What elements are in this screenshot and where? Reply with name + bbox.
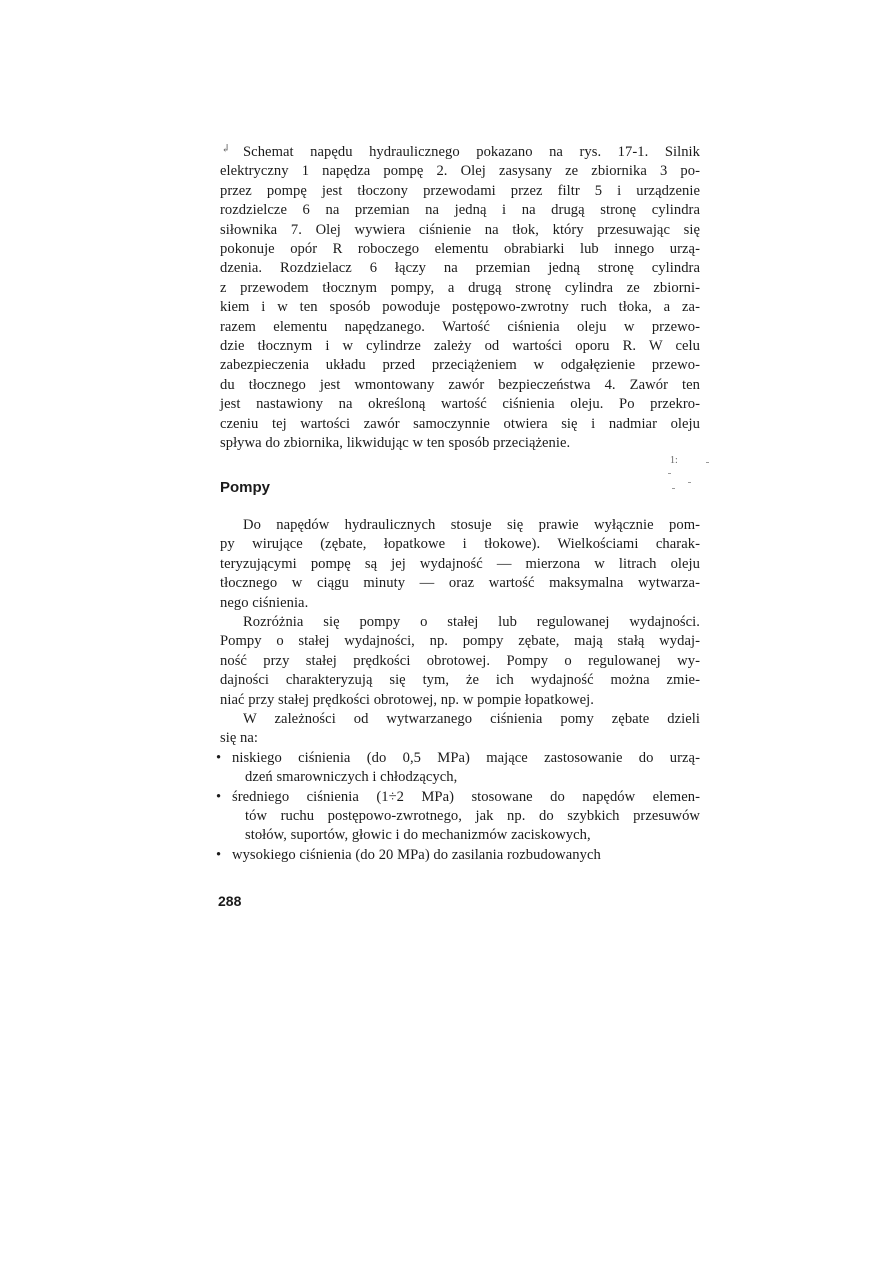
intro-line: czeniu tej wartości zawór samoczynnie otwiera się i nadmiar oleju xyxy=(220,415,700,432)
intro-line: dzie tłocznym i w cylindrze zależy od wartości oporu R. W celu xyxy=(220,338,700,354)
bullet-icon: • xyxy=(216,749,222,766)
p1-line: nego ciśnienia. xyxy=(220,594,309,611)
p2-line: niać przy stałej prędkości obrotowej, np. w pompie łopatkowej. xyxy=(220,691,594,708)
paragraph-marker: ↲ xyxy=(221,143,231,155)
bullet-icon: • xyxy=(216,788,222,805)
margin-mark: 1: xyxy=(670,455,678,466)
intro-line: dzenia. Rozdzielacz 6 łączy na przemian jedną stronę cylindra xyxy=(220,260,700,277)
intro-line: siłownika 7. Olej wywiera ciśnienie na tłok, który przesuwając się xyxy=(220,221,700,238)
p1-line: py wirujące (zębate, łopatkowe i tłokowe). Wielkościami charak- xyxy=(220,536,700,553)
bullet-line: wysokiego ciśnienia (do 20 MPa) do zasilania rozbudowanych xyxy=(232,846,601,863)
p1-line: Do napędów hydraulicznych stosuje się prawie wyłącznie pom- xyxy=(243,517,700,533)
intro-line: przez pompę jest tłoczony przewodami przez filtr 5 i urządzenie xyxy=(220,182,700,199)
intro-line: z przewodem tłocznym pompy, a drugą stronę cylindra ze zbiorni- xyxy=(220,279,700,296)
p1-line: teryzującymi pompę są jej wydajność — mierzona w litrach oleju xyxy=(220,555,700,572)
p2-line: ność przy stałej prędkości obrotowej. Pompy o regulowanej wy- xyxy=(220,652,700,669)
bullet-line: dzeń smarowniczych i chłodzących, xyxy=(245,769,458,786)
bullet-line: niskiego ciśnienia (do 0,5 MPa) mające zastosowanie do urzą- xyxy=(232,749,700,766)
intro-line: razem elementu napędzanego. Wartość ciśnienia oleju w przewo- xyxy=(220,318,700,335)
intro-line: Schemat napędu hydraulicznego pokazano na rys. 17-1. Silnik xyxy=(243,144,700,160)
intro-line: elektryczny 1 napędza pompę 2. Olej zasysany ze zbiornika 3 po- xyxy=(220,163,700,180)
p3-line: się na: xyxy=(220,730,259,747)
section-heading: Pompy xyxy=(220,479,271,496)
intro-line: rozdzielcze 6 na przemian na jedną i na drugą stronę cylindra xyxy=(220,202,700,219)
page-number: 288 xyxy=(218,893,242,909)
bullet-line: tów ruchu postępowo-zwrotnego, jak np. do szybkich przesuwów xyxy=(245,808,700,824)
p2-line: Rozróżnia się pompy o stałej lub regulowanej wydajności. xyxy=(243,614,700,630)
intro-line: du tłocznego jest wmontowany zawór bezpieczeństwa 4. Zawór ten xyxy=(220,376,700,393)
bullet-line: stołów, suportów, głowic i do mechanizmów zaciskowych, xyxy=(245,827,591,844)
intro-line: jest nastawiony na określoną wartość ciśnienia oleju. Po przekro- xyxy=(220,396,700,413)
p2-line: Pompy o stałej wydajności, np. pompy zębate, mają stałą wydaj- xyxy=(220,633,700,650)
intro-line: kiem i w ten sposób powoduje postępowo-zwrotny ruch tłoka, a za- xyxy=(220,299,700,316)
p1-line: tłocznego w ciągu minuty — oraz wartość maksymalna wytwarza- xyxy=(220,575,700,592)
bullet-icon: • xyxy=(216,846,222,863)
intro-line: spływa do zbiornika, likwidując w ten sposób przeciążenie. xyxy=(220,435,571,451)
intro-line: pokonuje opór R roboczego elementu obrabiarki lub innego urzą- xyxy=(220,241,700,257)
bullet-line: średniego ciśnienia (1÷2 MPa) stosowane do napędów elemen- xyxy=(232,788,700,805)
p2-line: dajności charakteryzują się tym, że ich wydajność można zmie- xyxy=(220,672,700,689)
intro-line: zabezpieczenia układu przed przeciążeniem w odgałęzienie przewo- xyxy=(220,357,700,374)
p3-line: W zależności od wytwarzanego ciśnienia pomy zębate dzieli xyxy=(243,711,700,727)
